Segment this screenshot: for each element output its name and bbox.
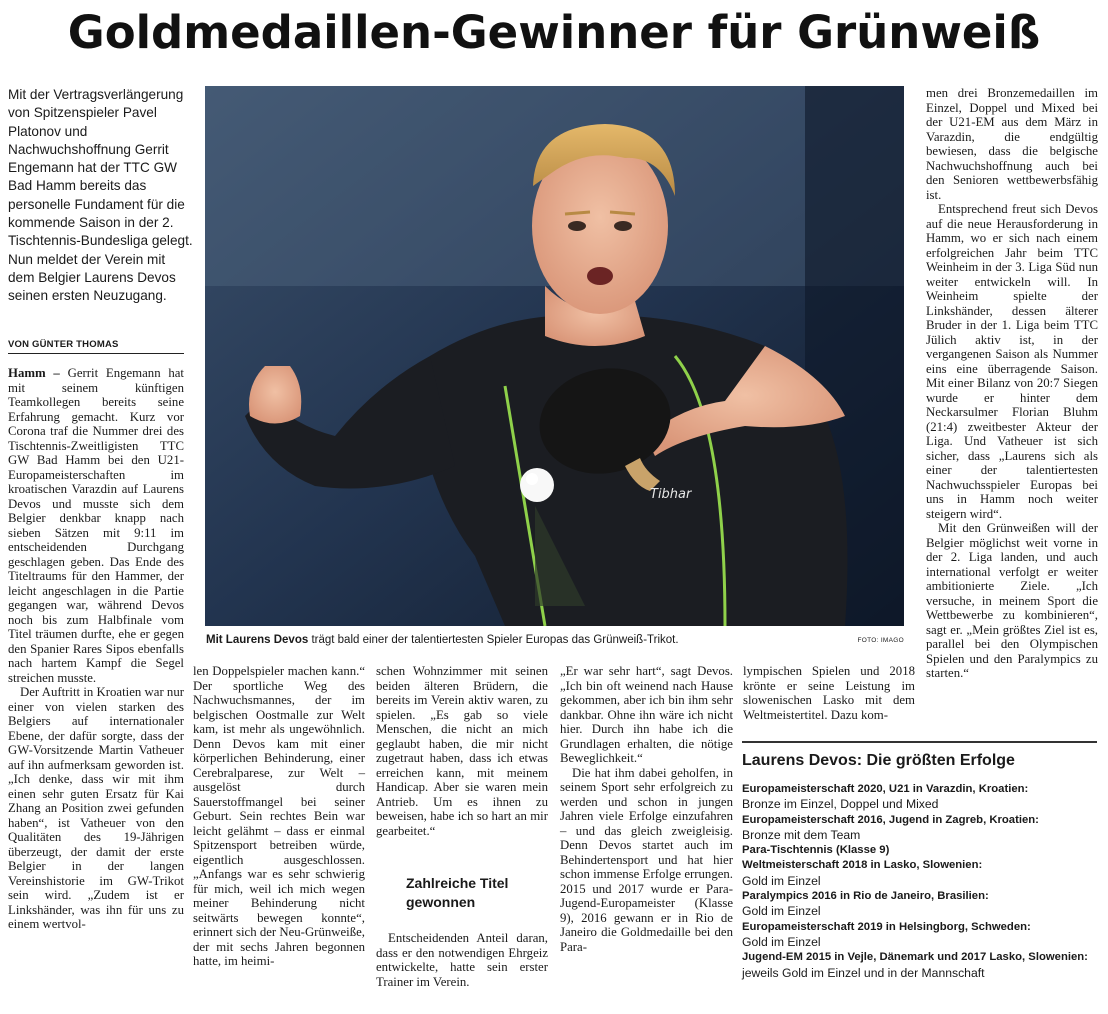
achievement-item xyxy=(742,782,1104,813)
byline: VON GÜNTER THOMAS xyxy=(8,339,184,354)
achievement-item xyxy=(742,889,1104,920)
achievement-result: jeweils Gold im Einzel und in der Mannschaft xyxy=(742,965,985,980)
infobox-title: Laurens Devos: Die größten Erfolge xyxy=(742,752,1015,769)
article-paragraph xyxy=(8,366,184,685)
achievements-list xyxy=(742,782,1104,981)
achievement-result: Bronze im Einzel, Doppel und Mixed xyxy=(742,797,939,812)
photo-credit: FOTO: IMAGO xyxy=(857,637,904,644)
article-column-4 xyxy=(560,664,733,954)
achievement-result: Gold im Einzel xyxy=(742,904,821,919)
article-paragraph: Entscheidenden Anteil daran, dass er den notwendigen Ehrgeiz entwickelte, hatte sein erster Trainer im Verein. xyxy=(376,931,548,989)
achievement-category: Para-Tischtennis (Klasse 9) xyxy=(742,844,890,857)
article-paragraph: Die hat ihm dabei geholfen, in seinem Sport sehr erfolgreich zu werden und schon in jungen Jahren viele Erfolge einzufahren – und das gleich zweigleisig. Denn Devos startet auch im Behindertensport und hat hier schon immense Erfolge errungen. 2015 und 2017 wurde er Para-Jugend-Europameister (Klasse 9), 2016 gewann er in Rio de Janeiro die Goldmedaille bei den Para- xyxy=(560,765,733,954)
article-column-3 xyxy=(376,664,548,838)
article-paragraph: Der Auftritt in Kroatien war nur einer von vielen starken des Belgiers auf internationaler Ebene, der dafür sorgte, dass der GW-Vorsitzende Martin Vatheuer auf ihn aufmerksam geworden ist. „Ich denke, dass wir mit ihm einen sehr guten Ersatz für Kai Zhang an Position zwei gefunden haben“, ist Vatheuer von den Qualitäten des 19-Jährigen überzeugt, der damit der erste Belgier in der langen Vereinshistorie im GW-Trikot sein wird. „Zudem ist er Linkshänder, was ihn für uns zu einem wertvol- xyxy=(8,685,184,931)
caption-name: Mit Laurens Devos xyxy=(206,634,309,646)
achievement-result: Gold im Einzel xyxy=(742,934,821,949)
achievement-event: Paralympics 2016 in Rio de Janeiro, Brasilien: xyxy=(742,890,989,903)
article-paragraph: Entsprechend freut sich Devos auf die neue Herausforderung in Hamm, wo er sich nach einem erfolgreichen Jahr beim TTC Weinheim in der 3. Liga Süd nun weiter entwickeln will. In Weinheim spielte der Linkshänder, dessen älterer Bruder in der 1. Liga beim TTC Jülich aktiv ist, in der vergangenen Saison als Nummer eins eine überragende Saison. Mit einer Bilanz von 20:7 Siegen wurde er hinter dem Neckarsulmer Florian Bluhm (21:4) zweitbester Akteur der Liga. Und Vatheuer ist sich sicher, dass „Laurens sich als einer der talentiertesten Nachwuchsspieler Europas bei uns in Hamm noch weiter steigern wird“. xyxy=(926,202,1098,521)
achievement-result: Gold im Einzel xyxy=(742,873,821,888)
article-paragraph: men drei Bronzemedaillen im Einzel, Doppel und Mixed bei der U21-EM aus dem März in Varazdin, die endgültig bewiesen, dass die belgische Nachwuchshoffnung auch bei den Senioren wettbewerbsfähig ist. xyxy=(926,86,1098,202)
article-column-1 xyxy=(8,366,184,932)
lead-paragraph: Mit der Vertragsverlängerung von Spitzenspieler Pavel Platonov und Nachwuchshoffnung Gerrit Engemann hat der TTC GW Bad Hamm bereits das personelle Fundament für die kommende Saison in der 2. Tischtennis-Bundesliga gelegt. Nun meldet der Verein mit dem Belgier Laurens Devos seinen ersten Neuzugang. xyxy=(8,87,193,304)
headline: Goldmedaillen-Gewinner für Grünweiß xyxy=(67,6,1041,59)
article-paragraph: len Doppelspieler machen kann.“ Der sportliche Weg des Nachwuchsmannes, der im belgischen Oostmalle zur Welt kam, ist mehr als ungewöhnlich. Denn Devos kam mit einer körperlichen Behinderung, einer Cerebralparese, zur Welt – ausgelöst durch Sauerstoffmangel bei seiner Geburt. Sein rechtes Bein war leicht gelähmt – dass er einmal Spitzensport betreiben würde, eigentlich ausgeschlossen. „Anfangs war es sehr schwierig für mich, weil ich mich wegen meiner Behinderung nicht seitwärts bewegen konnte“, erinnert sich der Neu-Grünweiße, der mit sechs Jahren begonnen hatte, im heimi- xyxy=(193,664,365,968)
article-column-6 xyxy=(926,86,1098,681)
article-paragraph: „Er war sehr hart“, sagt Devos. „Ich bin oft weinend nach Hause gekommen, aber ich bin ihm sehr dankbar. Ohne ihn wäre ich nicht hier. Durch ihn habe ich die Grundlagen erhalten, die nötige Beweglichkeit.“ xyxy=(560,664,733,765)
achievement-item xyxy=(742,920,1104,951)
achievement-event: Europameisterschaft 2019 in Helsingborg, Schweden: xyxy=(742,920,1031,933)
achievement-event: Europameisterschaft 2016, Jugend in Zagreb, Kroatien: xyxy=(742,813,1039,826)
article-photo xyxy=(205,86,904,626)
achievement-item xyxy=(742,843,1104,858)
article-paragraph: lympischen Spielen und 2018 krönte er seine Leistung im slowenischen Lasko mit dem Weltmeistertitel. Dazu kom- xyxy=(743,664,915,722)
dateline: Hamm – xyxy=(8,366,68,380)
achievement-event: Jugend-EM 2015 in Vejle, Dänemark und 2017 Lasko, Slowenien: xyxy=(742,951,1088,964)
achievement-event: Weltmeisterschaft 2018 in Lasko, Slowenien: xyxy=(742,859,983,872)
table-tennis-player-image xyxy=(205,86,904,626)
achievement-event: Europameisterschaft 2020, U21 in Varazdin, Kroatien: xyxy=(742,783,1029,795)
article-paragraph: schen Wohnzimmer mit seinen beiden älteren Brüdern, die bereits im Verein aktiv waren, zu spielen. „Es gab so viele Menschen, die nicht an mich geglaubt haben, die mir nicht zugetraut haben, dass ich etwas erreichen kann, mit meinem Handicap. Aber sie waren mein Antrieb. Um es ihnen zu beweisen, habe ich so hart an mir gearbeitet.“ xyxy=(376,664,548,838)
bat-brand-label: Tibhar xyxy=(650,487,692,502)
achievement-item xyxy=(742,950,1104,981)
photo-caption xyxy=(206,634,904,646)
article-column-5 xyxy=(743,664,915,722)
achievement-result: Bronze mit dem Team xyxy=(742,827,861,842)
achievement-item xyxy=(742,813,1104,844)
caption-text: trägt bald einer der talentiertesten Spieler Europas das Grünweiß-Trikot. xyxy=(308,634,679,646)
article-paragraph: Mit den Grünweißen will der Belgier möglichst weit vorne in der 2. Liga landen, und auch international verfolgt er weiter ambitionierte Ziele. „Ich versuche, in meinem Sport die Wettbewerbe zu kombinieren“, sagt er. „Mein größtes Ziel ist es, parallel bei den Olympischen Spielen und den Paralympics zu starten.“ xyxy=(926,521,1098,680)
achievement-item xyxy=(742,858,1104,889)
subheading: Zahlreiche Titel gewonnen xyxy=(406,875,509,910)
infobox-rule xyxy=(742,741,1097,743)
paragraph-text: Gerrit Engemann hat mit seinem künftigen Teamkollegen bereits seine Erfahrung gemacht. Kurz vor Corona traf die Nummer drei des Tischtennis-Zweitligisten TTC GW Bad Hamm bei den U21-Europameisterschaften im kroatischen Varazdin auf Laurens Devos und musste sich dem Belgier denkbar knapp nach sieben Sätzen mit 9:11 im entscheidenden Durchgang geschlagen geben. Das Ende des Titeltraums für den Hammer, der leicht angeschlagen in die Partie gegangen war, während Devos noch bis zum Halbfinale vom Titel träumen durfte, ehe er gegen den Spanier Rares Sipos ebenfalls nach hartem Kampf die Segel streichen musste. xyxy=(8,366,184,685)
article-column-2 xyxy=(193,664,365,969)
article-column-3b xyxy=(376,931,548,989)
